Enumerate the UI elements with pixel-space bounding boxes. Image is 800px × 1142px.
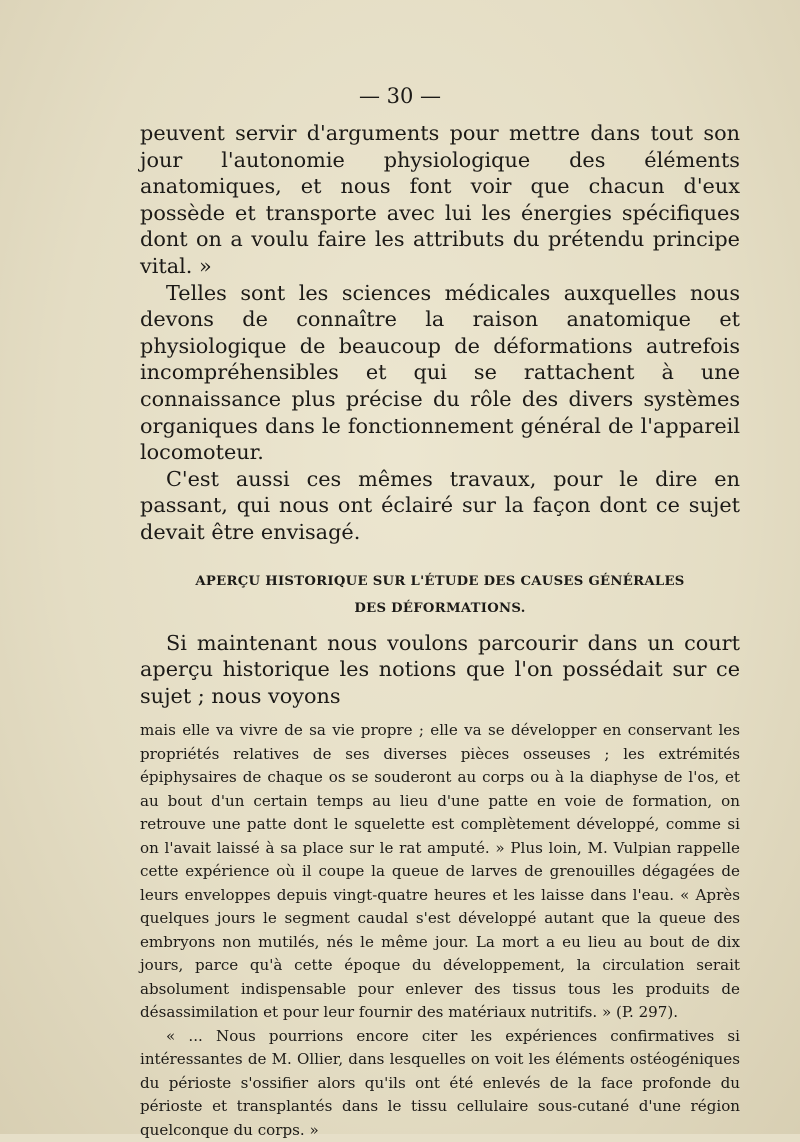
main-text-block — [140, 120, 740, 546]
heading-line-2: DES DÉFORMATIONS. — [354, 600, 526, 616]
page-content — [140, 120, 740, 1142]
page-number: — 30 — — [358, 84, 442, 108]
heading-line-1: APERÇU HISTORIQUE SUR L'ÉTUDE DES CAUSES GÉNÉRALES — [195, 573, 685, 589]
intro-text-block — [140, 630, 740, 710]
quotation-block — [140, 719, 740, 1142]
quotation-paragraph-2: « ... Nous pourrions encore citer les expériences confirmatives si intéressantes de M. Ollier, dans lesquelles on voit les éléments ostéogéniques du périoste s'ossifier alors qu'ils ont été enlevés de la face profonde du périoste et transplantés dans le tissu cellulaire sous-cutané d'une région quelconque du corps. » — [140, 1026, 740, 1139]
paragraph-1: peuvent servir d'arguments pour mettre dans tout son jour l'autonomie physiologique des éléments anatomiques, et nous font voir que chacun d'eux possède et transporte avec lui les énergies spécifiques dont on a voulu faire les attributs du prétendu principe vital. » — [140, 121, 740, 278]
quotation-paragraph-1: mais elle va vivre de sa vie propre ; elle va se développer en conservant les propriétés relatives de ses diverses pièces osseuses ; les extrémités épiphysaires de chaque os se souderont au corps ou à la diaphyse de l'os, et au bout d'un certain temps au lieu d'une patte en voie de formation, on retrouve une patte dont le squelette est complètement développé, comme si on l'avait laissé à sa place sur le rat amputé. » Plus loin, M. Vulpian rappelle cette expérience où il coupe la queue de larves de grenouilles dégagées de leurs enveloppes depuis vingt-quatre heures et les laisse dans l'eau. « Après quelques jours le segment caudal s'est développé autant que la queue des embryons non mutilés, nés le même jour. La mort a eu lieu au bout de dix jours, parce qu'à cette époque du développement, la circulation serait absolument indispensable pour enlever des tissus tous les produits de désassimilation et pour leur fournir des matériaux nutritifs. » (P. 297). — [140, 721, 740, 1022]
paragraph-4: Si maintenant nous voulons parcourir dans un court aperçu historique les notions que l'on possédait sur ce sujet ; nous voyons — [140, 630, 740, 708]
section-heading — [140, 568, 740, 622]
paragraph-2: Telles sont les sciences médicales auxquelles nous devons de connaître la raison anatomique et physiologique de beaucoup de déformations autrefois incompréhensibles et qui se rattachent à une connaissance plus précise du rôle des divers systèmes organiques dans le fonctionnement général de l'appareil locomoteur. — [140, 280, 740, 465]
paragraph-3: C'est aussi ces mêmes travaux, pour le dire en passant, qui nous ont éclairé sur la façon dont ce sujet devait être envisagé. — [140, 466, 740, 544]
